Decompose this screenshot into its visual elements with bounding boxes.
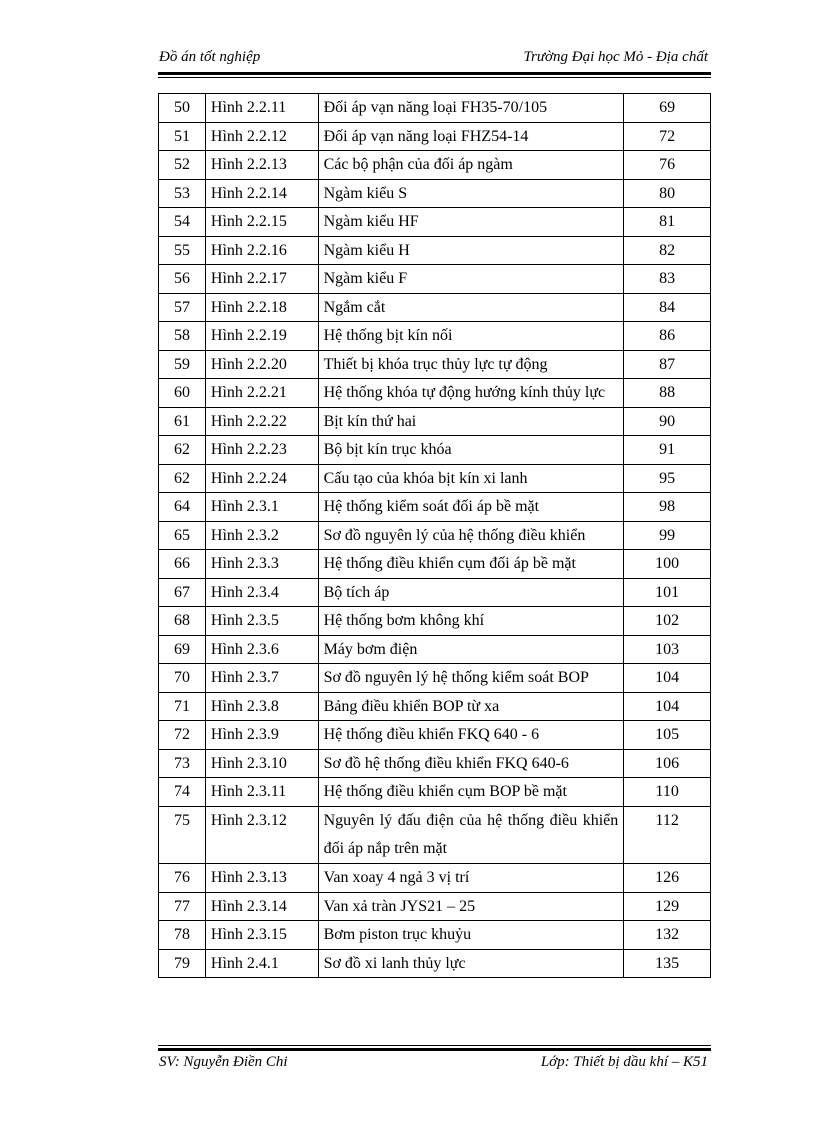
figure-title: Ngàm kiểu S — [318, 179, 624, 208]
footer-student-label: SV: Nguyễn Điền Chi — [159, 1054, 288, 1070]
figure-label: Hình 2.2.22 — [205, 407, 318, 436]
table-row — [159, 151, 711, 180]
row-number: 74 — [159, 778, 206, 807]
page-number: 87 — [624, 350, 711, 379]
figure-title: Đối áp vạn năng loại FHZ54-14 — [318, 122, 624, 151]
figure-title: Thiết bị khóa trục thủy lực tự động — [318, 350, 624, 379]
table-row — [159, 521, 711, 550]
row-number: 73 — [159, 749, 206, 778]
figure-title: Đối áp vạn năng loại FH35-70/105 — [318, 94, 624, 123]
page-number: 106 — [624, 749, 711, 778]
figure-title: Sơ đồ hệ thống điều khiển FKQ 640-6 — [318, 749, 624, 778]
figure-label: Hình 2.3.7 — [205, 664, 318, 693]
figure-label: Hình 2.2.21 — [205, 379, 318, 408]
figure-title: Nguyên lý đấu điện của hệ thống điều khiển đối áp nắp trên mặt — [318, 806, 624, 864]
table-row — [159, 721, 711, 750]
row-number: 77 — [159, 892, 206, 921]
row-number: 61 — [159, 407, 206, 436]
page-number: 135 — [624, 949, 711, 978]
page-number: 98 — [624, 493, 711, 522]
figure-label: Hình 2.2.18 — [205, 293, 318, 322]
figure-list-table — [158, 93, 711, 978]
row-number: 56 — [159, 265, 206, 294]
page-number: 110 — [624, 778, 711, 807]
table-row — [159, 749, 711, 778]
figure-label: Hình 2.2.13 — [205, 151, 318, 180]
row-number: 68 — [159, 607, 206, 636]
table-row — [159, 236, 711, 265]
table-row — [159, 322, 711, 351]
figure-label: Hình 2.3.4 — [205, 578, 318, 607]
figure-title: Hệ thống kiểm soát đối áp bề mặt — [318, 493, 624, 522]
table-row — [159, 293, 711, 322]
footer-rule-thick — [158, 1048, 711, 1051]
page-number: 103 — [624, 635, 711, 664]
table-row — [159, 892, 711, 921]
table-row — [159, 407, 711, 436]
row-number: 71 — [159, 692, 206, 721]
page-number: 80 — [624, 179, 711, 208]
page-number: 82 — [624, 236, 711, 265]
figure-label: Hình 2.2.19 — [205, 322, 318, 351]
page-number: 104 — [624, 692, 711, 721]
row-number: 79 — [159, 949, 206, 978]
figure-title: Hệ thống khóa tự động hướng kính thủy lực — [318, 379, 624, 408]
figure-label: Hình 2.3.15 — [205, 921, 318, 950]
figure-label: Hình 2.3.2 — [205, 521, 318, 550]
page-number: 126 — [624, 864, 711, 893]
page-number: 84 — [624, 293, 711, 322]
figure-label: Hình 2.3.8 — [205, 692, 318, 721]
page-number: 72 — [624, 122, 711, 151]
table-row — [159, 464, 711, 493]
figure-title: Hệ thống điều khiển cụm BOP bề mặt — [318, 778, 624, 807]
header-thesis-label: Đồ án tốt nghiệp — [159, 49, 261, 65]
table-row — [159, 122, 711, 151]
figure-title: Ngắm cắt — [318, 293, 624, 322]
footer-class-label: Lớp: Thiết bị dầu khí – K51 — [540, 1054, 708, 1070]
page-footer — [158, 1052, 710, 1074]
table-row — [159, 350, 711, 379]
figure-label: Hình 2.2.11 — [205, 94, 318, 123]
figure-title: Sơ đồ nguyên lý của hệ thống điều khiển — [318, 521, 624, 550]
figure-label: Hình 2.3.1 — [205, 493, 318, 522]
figure-label: Hình 2.3.5 — [205, 607, 318, 636]
table-row — [159, 949, 711, 978]
page-number: 101 — [624, 578, 711, 607]
figure-label: Hình 2.2.20 — [205, 350, 318, 379]
page-header — [158, 47, 710, 69]
table-row — [159, 550, 711, 579]
figure-title: Các bộ phận của đối áp ngàm — [318, 151, 624, 180]
row-number: 59 — [159, 350, 206, 379]
table-row — [159, 778, 711, 807]
figure-label: Hình 2.2.24 — [205, 464, 318, 493]
figure-title: Bịt kín thứ hai — [318, 407, 624, 436]
table-row — [159, 806, 711, 864]
row-number: 64 — [159, 493, 206, 522]
figure-title: Sơ đồ nguyên lý hệ thống kiểm soát BOP — [318, 664, 624, 693]
row-number: 55 — [159, 236, 206, 265]
row-number: 72 — [159, 721, 206, 750]
row-number: 57 — [159, 293, 206, 322]
row-number: 75 — [159, 806, 206, 864]
row-number: 58 — [159, 322, 206, 351]
figure-title: Cấu tạo của khóa bịt kín xi lanh — [318, 464, 624, 493]
figure-label: Hình 2.2.16 — [205, 236, 318, 265]
row-number: 67 — [159, 578, 206, 607]
table-row — [159, 607, 711, 636]
figure-title: Van xoay 4 ngả 3 vị trí — [318, 864, 624, 893]
header-rule-thick — [158, 72, 711, 75]
page-number: 90 — [624, 407, 711, 436]
figure-title: Sơ đồ xi lanh thủy lực — [318, 949, 624, 978]
page-number: 69 — [624, 94, 711, 123]
page-number: 100 — [624, 550, 711, 579]
figure-title: Ngàm kiểu H — [318, 236, 624, 265]
table-row — [159, 692, 711, 721]
figure-title: Hệ thống điều khiển FKQ 640 - 6 — [318, 721, 624, 750]
row-number: 54 — [159, 208, 206, 237]
page-number: 81 — [624, 208, 711, 237]
row-number: 78 — [159, 921, 206, 950]
figure-title: Hệ thống bơm không khí — [318, 607, 624, 636]
page-number: 95 — [624, 464, 711, 493]
figure-label: Hình 2.3.13 — [205, 864, 318, 893]
page-number: 88 — [624, 379, 711, 408]
table-row — [159, 921, 711, 950]
page-number: 129 — [624, 892, 711, 921]
table-row — [159, 265, 711, 294]
figure-label: Hình 2.3.3 — [205, 550, 318, 579]
page-number: 105 — [624, 721, 711, 750]
figure-title: Van xả tràn JYS21 – 25 — [318, 892, 624, 921]
page-number: 91 — [624, 436, 711, 465]
table-row — [159, 664, 711, 693]
figure-label: Hình 2.3.9 — [205, 721, 318, 750]
figure-label: Hình 2.3.14 — [205, 892, 318, 921]
header-university-label: Trường Đại học Mỏ - Địa chất — [523, 49, 708, 65]
row-number: 76 — [159, 864, 206, 893]
figure-label: Hình 2.2.15 — [205, 208, 318, 237]
row-number: 70 — [159, 664, 206, 693]
page-number: 83 — [624, 265, 711, 294]
row-number: 62 — [159, 436, 206, 465]
figure-title: Hệ thống điều khiển cụm đối áp bề mặt — [318, 550, 624, 579]
figure-label: Hình 2.3.10 — [205, 749, 318, 778]
header-rule-thin — [158, 77, 711, 78]
row-number: 62 — [159, 464, 206, 493]
figure-label: Hình 2.2.17 — [205, 265, 318, 294]
row-number: 66 — [159, 550, 206, 579]
table-row — [159, 578, 711, 607]
figure-label: Hình 2.2.12 — [205, 122, 318, 151]
page-number: 132 — [624, 921, 711, 950]
row-number: 52 — [159, 151, 206, 180]
figure-title: Bộ bịt kín trục khóa — [318, 436, 624, 465]
figure-label: Hình 2.3.11 — [205, 778, 318, 807]
page-number: 86 — [624, 322, 711, 351]
figure-title: Máy bơm điện — [318, 635, 624, 664]
figure-title: Ngàm kiểu HF — [318, 208, 624, 237]
figure-label: Hình 2.2.14 — [205, 179, 318, 208]
page-number: 76 — [624, 151, 711, 180]
figure-title: Bộ tích áp — [318, 578, 624, 607]
figure-label: Hình 2.2.23 — [205, 436, 318, 465]
row-number: 51 — [159, 122, 206, 151]
table-row — [159, 379, 711, 408]
row-number: 69 — [159, 635, 206, 664]
table-row — [159, 493, 711, 522]
row-number: 60 — [159, 379, 206, 408]
figure-label: Hình 2.3.12 — [205, 806, 318, 864]
table-row — [159, 436, 711, 465]
figure-title: Bảng điều khiển BOP từ xa — [318, 692, 624, 721]
figure-label: Hình 2.4.1 — [205, 949, 318, 978]
row-number: 50 — [159, 94, 206, 123]
row-number: 65 — [159, 521, 206, 550]
figure-label: Hình 2.3.6 — [205, 635, 318, 664]
figure-title: Hệ thống bịt kín nối — [318, 322, 624, 351]
page-number: 112 — [624, 806, 711, 864]
table-row — [159, 864, 711, 893]
table-row — [159, 94, 711, 123]
figure-title: Ngàm kiểu F — [318, 265, 624, 294]
figure-title: Bơm piston trục khuỷu — [318, 921, 624, 950]
page-number: 99 — [624, 521, 711, 550]
table-row — [159, 208, 711, 237]
table-row — [159, 635, 711, 664]
row-number: 53 — [159, 179, 206, 208]
footer-rule-thin — [158, 1045, 711, 1046]
table-row — [159, 179, 711, 208]
page-number: 102 — [624, 607, 711, 636]
page-number: 104 — [624, 664, 711, 693]
